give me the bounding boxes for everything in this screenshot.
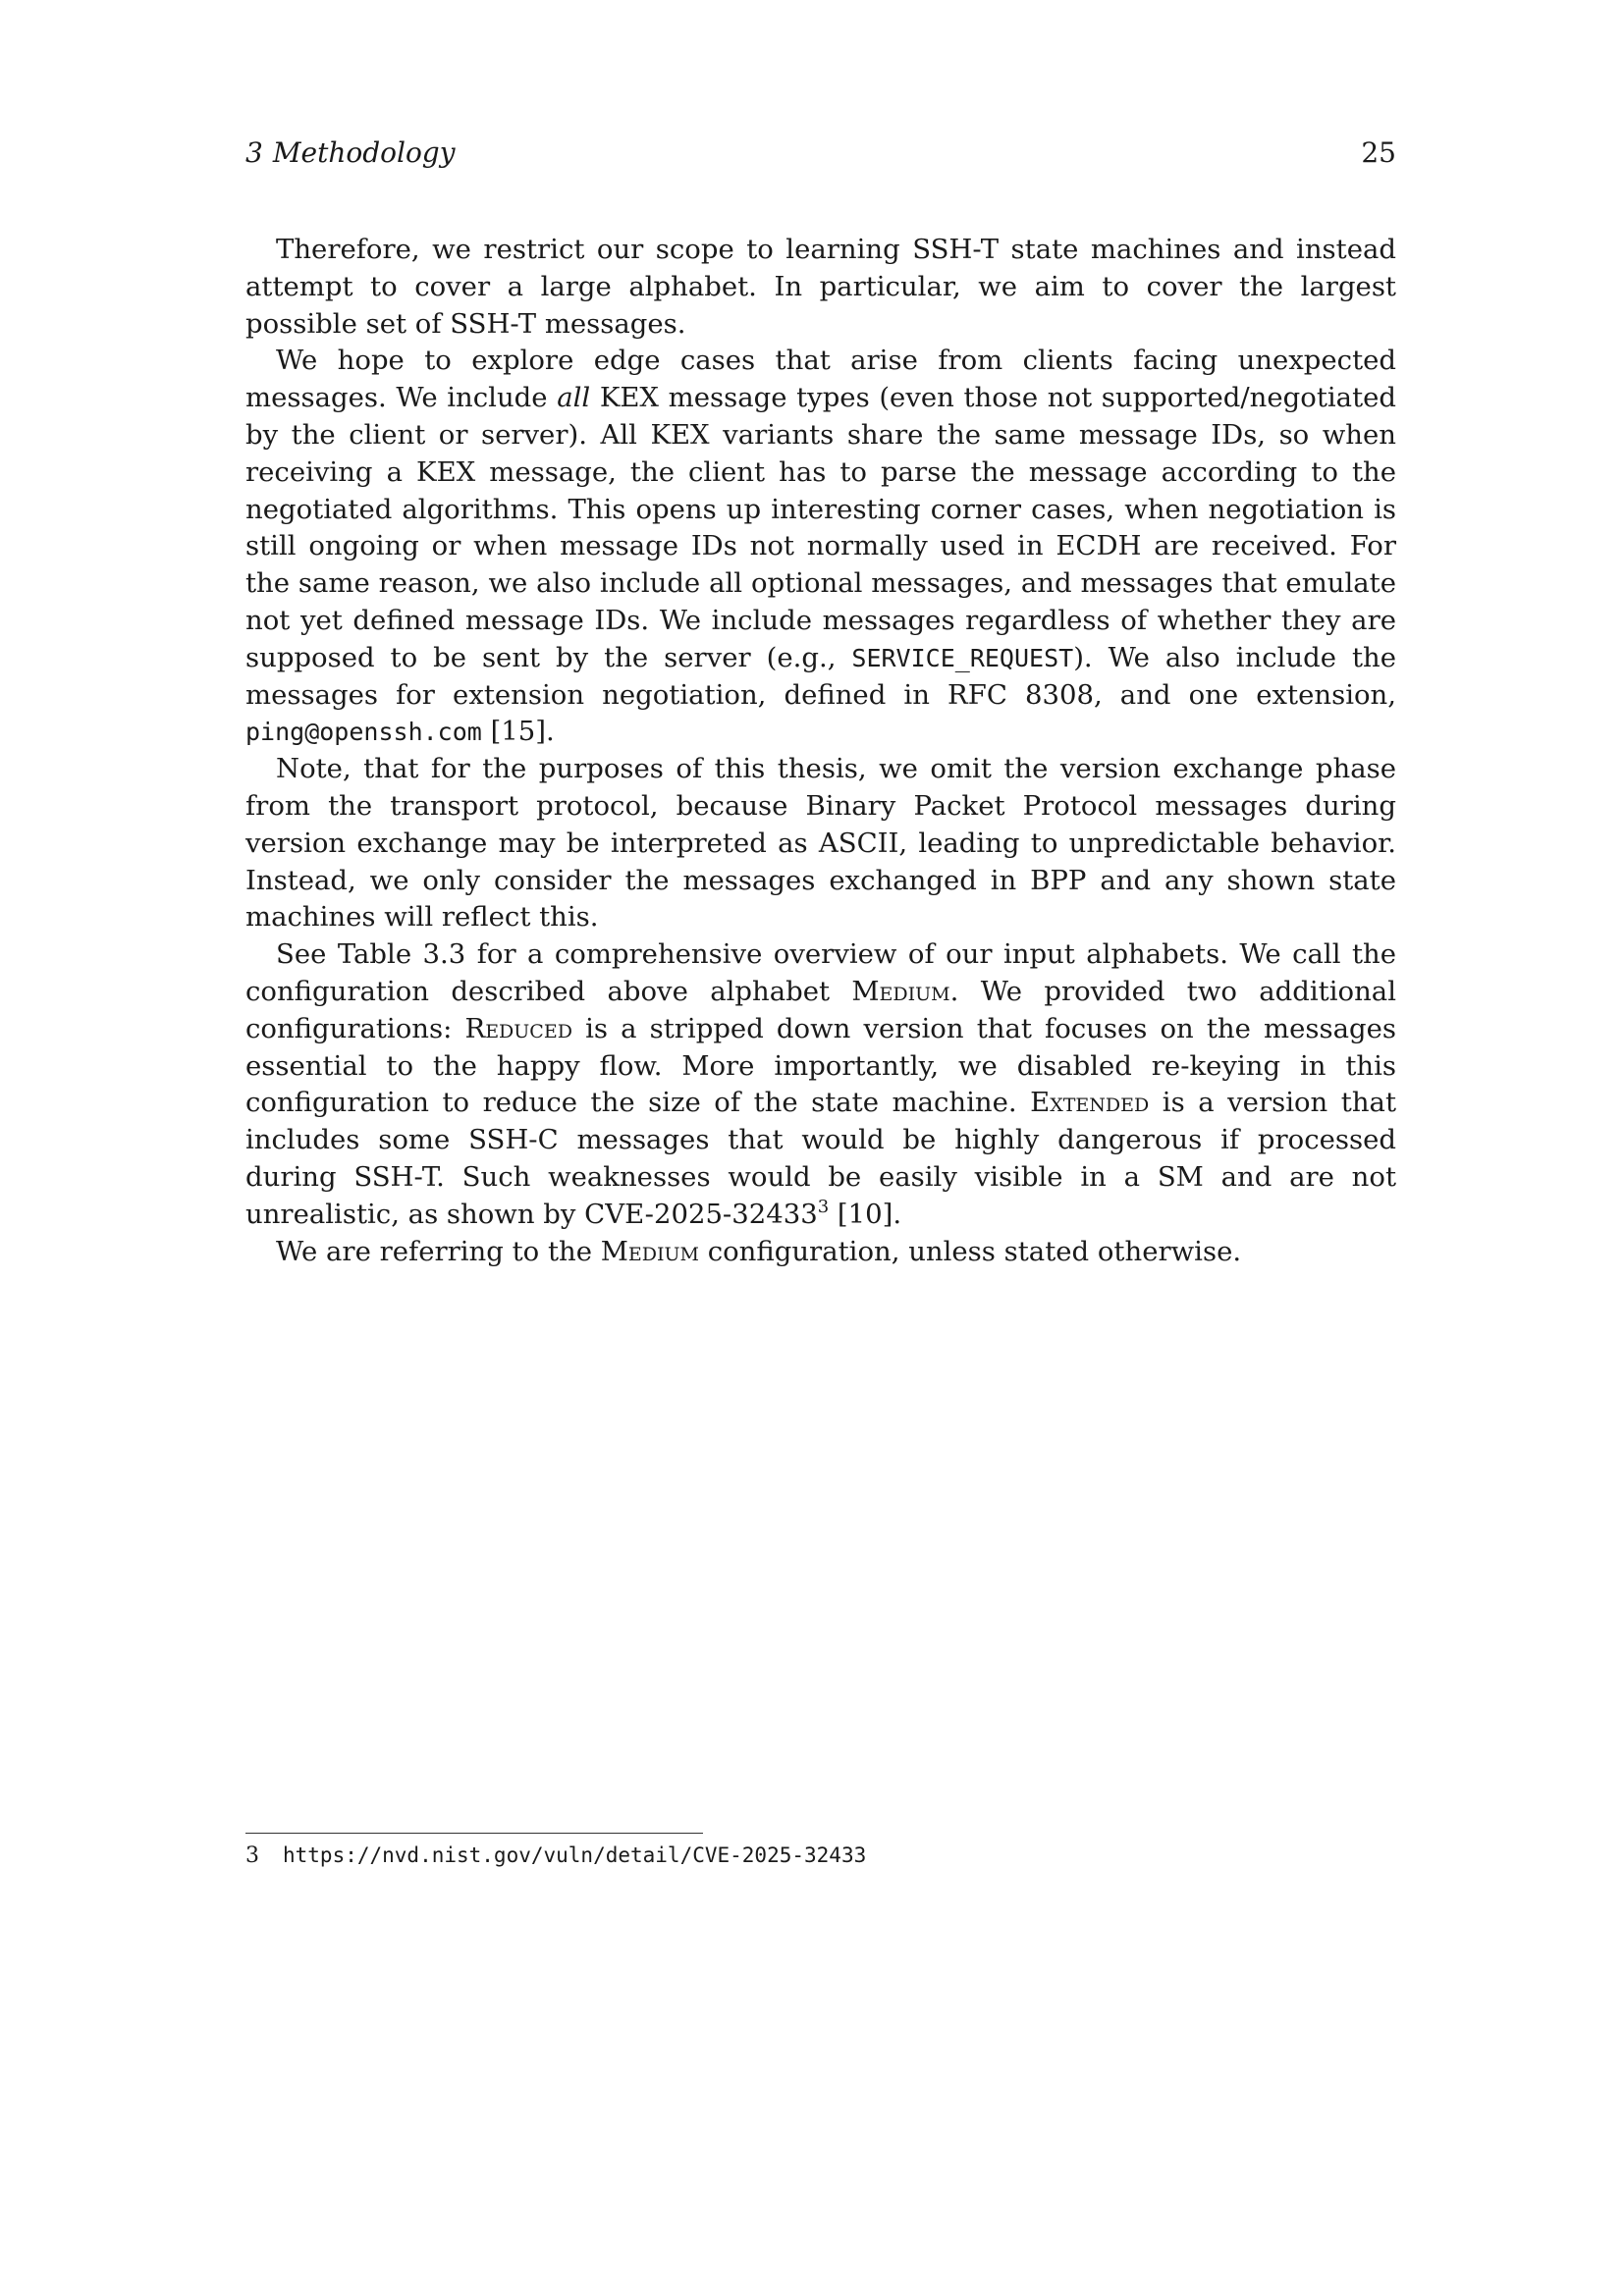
alphabet-name-medium: Medium	[851, 975, 950, 1007]
text-span: is a stripped down version that focuses on the messages essential to the happy flow. More importantly, we disabled re-keying in this configuration to reduce the size of the state machine.	[245, 1012, 1396, 1119]
emphasis: all	[557, 382, 591, 414]
footnote	[245, 1841, 1396, 1871]
code-ping-extension: ping@openssh.com	[245, 718, 482, 747]
text-span: ). We also include the messages for extension negotiation, defined in RFC 8308, and one extension,	[245, 641, 1396, 711]
text-span: See Table 3.3 for a comprehensive overview of our input alphabets. We call the configuration described above alphabet	[245, 938, 1396, 1007]
alphabet-name-extended: Extended	[1030, 1087, 1150, 1119]
alphabet-name-reduced: Reduced	[464, 1012, 572, 1044]
alphabet-name-medium: Medium	[600, 1235, 699, 1267]
citation: [15].	[481, 716, 555, 748]
text-span: is a version that includes some SSH-C messages that would be highly dangerous if processed during SSH-T. Such weaknesses would be easily visible in a SM and are not unrealistic, as shown by CVE-2025-32433	[245, 1087, 1396, 1230]
code-service-request: SERVICE_REQUEST	[851, 643, 1074, 672]
running-head	[245, 135, 1396, 171]
paragraph-2	[245, 343, 1396, 751]
text-span: We are referring to the	[276, 1235, 601, 1267]
chapter-number: 3	[245, 136, 263, 169]
footnote-number: 3	[245, 1843, 259, 1868]
paragraph-3: Note, that for the purposes of this thesis, we omit the version exchange phase from the transport protocol, because Binary Packet Protocol messages during version exchange may be interpreted as ASCII, leading to unpredictable behavior. Instead, we only consider the messages exchanged in BPP and any shown state machines will reflect this.	[245, 753, 1396, 934]
text-span: . We provided two additional configurations:	[245, 975, 1396, 1044]
footnote-marker: 3	[817, 1196, 830, 1217]
chapter-heading	[245, 135, 456, 171]
text-span: We hope to explore edge cases that arise from clients facing unexpected messages. We include	[245, 345, 1396, 414]
text-span: KEX message types (even those not supported/negotiated by the client or server). All KEX variants share the same message IDs, so when receiving a KEX message, the client has to parse the message according to the negotiated algorithms. This opens up interesting corner cases, when negotiation is still ongoing or when message IDs not normally used in ECDH are received. For the same reason, we also include all optional messages, and messages that emulate not yet defined message IDs. We include messages regardless of whether they are supposed to be sent by the server (e.g.,	[245, 382, 1396, 673]
paragraph-4	[245, 936, 1396, 1233]
body-text	[245, 232, 1396, 1270]
text-span: configuration, unless stated otherwise.	[698, 1235, 1242, 1267]
paragraph-1: Therefore, we restrict our scope to learning SSH-T state machines and instead attempt to cover a large alphabet. In particular, we aim to cover the largest possible set of SSH-T messages.	[245, 234, 1396, 340]
page-number: 25	[1361, 136, 1396, 169]
chapter-title: Methodology	[272, 136, 456, 169]
citation: [10].	[829, 1198, 902, 1230]
paragraph-5	[245, 1234, 1396, 1271]
footnote-link[interactable]: https://nvd.nist.gov/vuln/detail/CVE-2025-32433	[283, 1843, 867, 1867]
footnote-rule	[245, 1833, 703, 1834]
